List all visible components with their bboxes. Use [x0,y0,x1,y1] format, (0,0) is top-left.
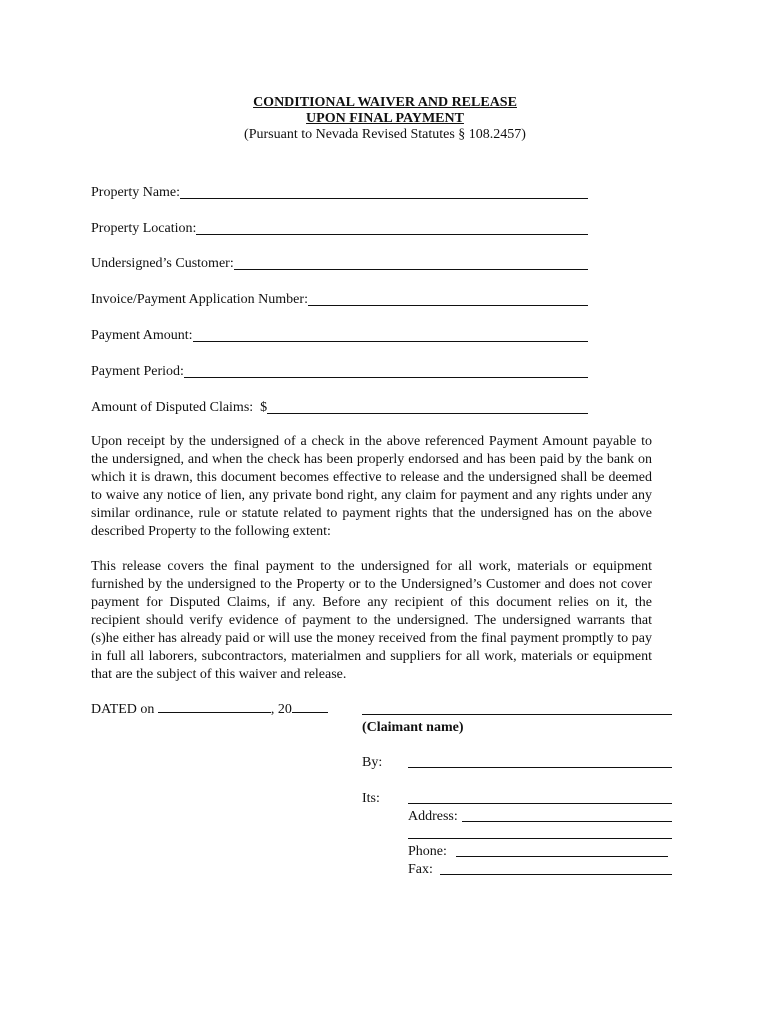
fax-label: Fax: [408,862,433,877]
payment-amount-line[interactable] [193,329,589,342]
title-line-2: UPON FINAL PAYMENT [306,111,464,126]
dated-line [91,700,328,719]
property-location-field[interactable] [91,218,588,238]
customer-line[interactable] [234,257,588,270]
its-line[interactable] [408,803,672,804]
subtitle: (Pursuant to Nevada Revised Statutes § 108.2457) [244,127,526,142]
invoice-number-line[interactable] [308,293,588,306]
payment-period-field[interactable] [91,361,588,381]
fax-line[interactable] [440,874,672,875]
customer-field[interactable] [91,253,588,273]
its-label: Its: [362,791,380,806]
phone-line[interactable] [456,856,668,857]
claimant-name-label: (Claimant name) [362,720,464,735]
year-blank[interactable] [292,700,328,713]
dated-year-prefix: , 20 [270,702,292,717]
phone-label: Phone: [408,844,447,859]
disputed-claims-line[interactable] [267,401,588,414]
invoice-number-field[interactable] [91,289,588,309]
document-header [0,95,770,143]
payment-amount-field[interactable] [91,325,588,345]
address-line-2[interactable] [408,838,672,839]
property-name-label: Property Name: [91,185,181,200]
customer-label: Undersigned’s Customer: [91,256,234,271]
payment-period-line[interactable] [184,365,588,378]
release-paragraph-1: Upon receipt by the undersigned of a check in the above referenced Payment Amount payable to the undersigned, and when the check has been properly endorsed and has been paid by the bank on which it is drawn, this document becomes effective to release and the undersigned shall be deemed to waive any notice of lien, any private bond right, any claim for payment and any rights under any similar ordinance, rule or statute related to payment rights that the undersigned has on the above described Property to the following extent: [91,434,652,539]
by-label: By: [362,755,383,770]
property-name-field[interactable] [91,182,588,202]
invoice-number-label: Invoice/Payment Application Number: [91,292,308,307]
release-paragraph-2: This release covers the final payment to the undersigned for all work, materials or equipment furnished by the undersigned to the Property or to the Undersigned’s Customer and does not cover payment for Disputed Claims, if any. Before any recipient of this document relies on it, the recipient should verify evidence of payment to the undersigned. The undersigned warrants that (s)he either has already paid or will use the money received from the final payment promptly to pay in full all laborers, subcontractors, materialmen and suppliers for all work, materials or equipment that are the subject of this waiver and release. [91,559,652,682]
property-location-line[interactable] [196,222,588,235]
dated-prefix: DATED on [91,702,155,717]
disputed-claims-label: Amount of Disputed Claims: $ [91,400,268,415]
address-label: Address: [408,809,458,824]
date-blank[interactable] [158,700,271,713]
payment-period-label: Payment Period: [91,364,184,379]
disputed-claims-field[interactable] [91,397,588,417]
property-name-line[interactable] [180,186,588,199]
title-line-1: CONDITIONAL WAIVER AND RELEASE [253,95,517,110]
property-location-label: Property Location: [91,221,197,236]
claimant-name-line[interactable] [362,714,672,715]
address-line-1[interactable] [462,821,672,822]
by-line[interactable] [408,767,672,768]
payment-amount-label: Payment Amount: [91,328,193,343]
